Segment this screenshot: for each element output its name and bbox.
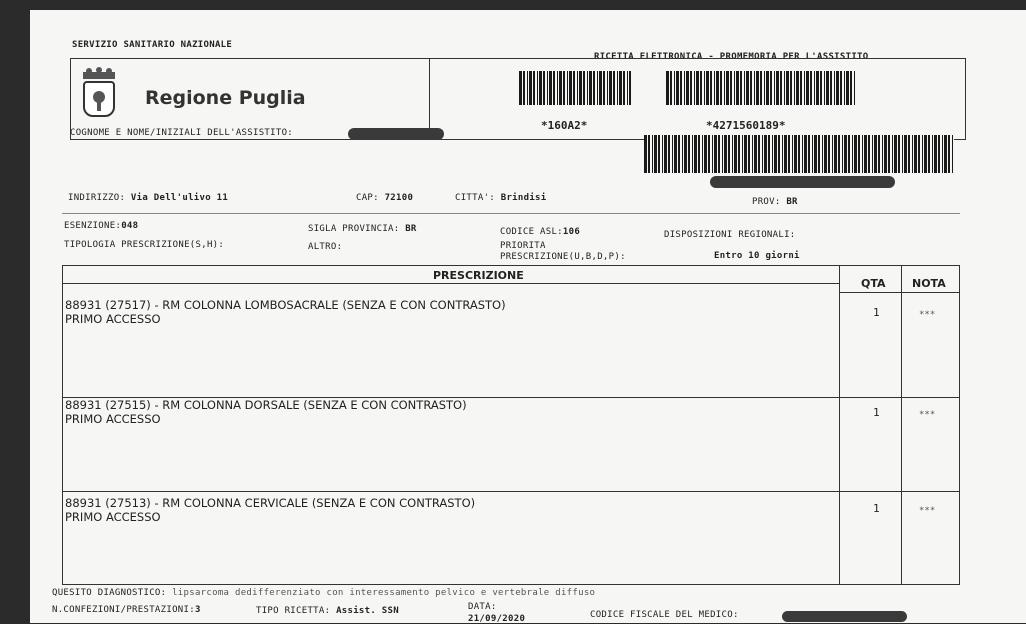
esenzione-label: ESENZIONE:	[64, 221, 122, 231]
col-qta: QTA	[861, 277, 886, 290]
document-title: RICETTA ELETTRONICA - PROMEMORIA PER L'ASSISTITO	[594, 52, 869, 62]
row-1-line1: 88931 (27517) - RM COLONNA LOMBOSACRALE (SENZA E CON CONTRASTO)	[65, 298, 506, 312]
region-name: Regione Puglia	[145, 87, 306, 109]
crown-icon	[81, 65, 117, 79]
cf-label: CODICE FISCALE DEL MEDICO:	[590, 610, 739, 620]
qta-divider	[839, 266, 840, 584]
row-2-qta: 1	[873, 406, 880, 419]
qta-header-underline	[839, 292, 959, 293]
esenzione-row	[64, 221, 138, 231]
row-3-nota: ***	[919, 506, 936, 516]
barcode-1-text: *160A2*	[541, 119, 588, 132]
asl-value: 106	[562, 227, 581, 237]
prov-row	[752, 197, 798, 207]
row-1-nota: ***	[919, 310, 936, 320]
row-divider-2	[63, 491, 959, 492]
address-value: Via Dell'ulivo 11	[130, 193, 229, 203]
row-1-line2: PRIMO ACCESSO	[65, 312, 161, 326]
cf-redacted	[782, 611, 907, 622]
divider-line	[62, 213, 960, 214]
priorita-label-1: PRIORITA	[500, 241, 546, 251]
row-1-qta: 1	[873, 306, 880, 319]
confezioni-row	[52, 605, 201, 615]
sigla-label: SIGLA PROVINCIA:	[308, 224, 400, 234]
patient-name-label: COGNOME E NOME/INIZIALI DELL'ASSISTITO:	[70, 128, 294, 138]
tipo-label: TIPO RICETTA:	[256, 606, 331, 616]
altro-label: ALTRO:	[308, 242, 343, 252]
row-3-qta: 1	[873, 502, 880, 515]
prov-label: PROV:	[752, 197, 781, 207]
confezioni-label: N.CONFEZIONI/PRESTAZIONI:	[52, 605, 195, 615]
quesito-value: lipsarcoma dedifferenziato con interessamento pelvico e vertebrale diffuso	[172, 588, 596, 598]
ssn-label: SERVIZIO SANITARIO NAZIONALE	[72, 40, 233, 50]
row-3-line2: PRIMO ACCESSO	[65, 510, 161, 524]
row-2-nota: ***	[919, 410, 936, 420]
address-row	[68, 193, 228, 203]
quesito-row	[52, 588, 595, 598]
tipologia-label: TIPOLOGIA PRESCRIZIONE(S,H):	[64, 240, 225, 250]
tipo-value: Assist. SSN	[336, 606, 399, 616]
nota-divider	[901, 266, 902, 584]
region-emblem-icon	[83, 81, 115, 117]
table-row	[65, 496, 475, 524]
asl-label: CODICE ASL:	[500, 227, 563, 237]
sigla-value: BR	[405, 224, 417, 234]
row-2-line1: 88931 (27515) - RM COLONNA DORSALE (SENZA E CON CONTRASTO)	[65, 398, 467, 412]
row-2-line2: PRIMO ACCESSO	[65, 412, 161, 426]
cap-value: 72100	[384, 193, 414, 203]
table-row	[65, 398, 467, 426]
prescription-document	[30, 10, 1026, 623]
header-underline	[63, 283, 839, 284]
priorita-value: Entro 10 giorni	[714, 251, 800, 261]
cap-label: CAP:	[356, 193, 379, 203]
data-value: 21/09/2020	[468, 614, 526, 624]
col-prescrizione: PRESCRIZIONE	[433, 269, 524, 282]
city-row	[455, 193, 547, 203]
row-3-line1: 88931 (27513) - RM COLONNA CERVICALE (SENZA E CON CONTRASTO)	[65, 496, 476, 510]
confezioni-value: 3	[194, 605, 201, 615]
city-label: CITTA':	[455, 193, 496, 203]
barcode-3-text-redacted	[710, 176, 895, 188]
sigla-row	[308, 224, 417, 234]
priorita-label-2: PRESCRIZIONE(U,B,D,P):	[500, 252, 626, 262]
prov-value: BR	[786, 197, 798, 207]
data-label: DATA:	[468, 602, 497, 612]
tipo-row	[256, 606, 399, 616]
city-value: Brindisi	[500, 193, 547, 203]
prescription-table	[62, 265, 960, 585]
barcode-2	[666, 71, 856, 105]
patient-name-redacted	[348, 128, 444, 140]
barcode-3	[644, 135, 954, 173]
disposizioni-label: DISPOSIZIONI REGIONALI:	[664, 230, 796, 240]
barcode-1	[519, 71, 631, 105]
table-row	[65, 298, 506, 326]
quesito-label: QUESITO DIAGNOSTICO:	[52, 588, 167, 598]
asl-row	[500, 227, 580, 237]
barcode-2-text: *4271560189*	[706, 119, 786, 132]
address-label: INDIRIZZO:	[68, 193, 126, 203]
header-divider	[429, 59, 430, 139]
cap-row	[356, 193, 413, 203]
esenzione-value: 048	[121, 221, 139, 231]
col-nota: NOTA	[912, 277, 946, 290]
